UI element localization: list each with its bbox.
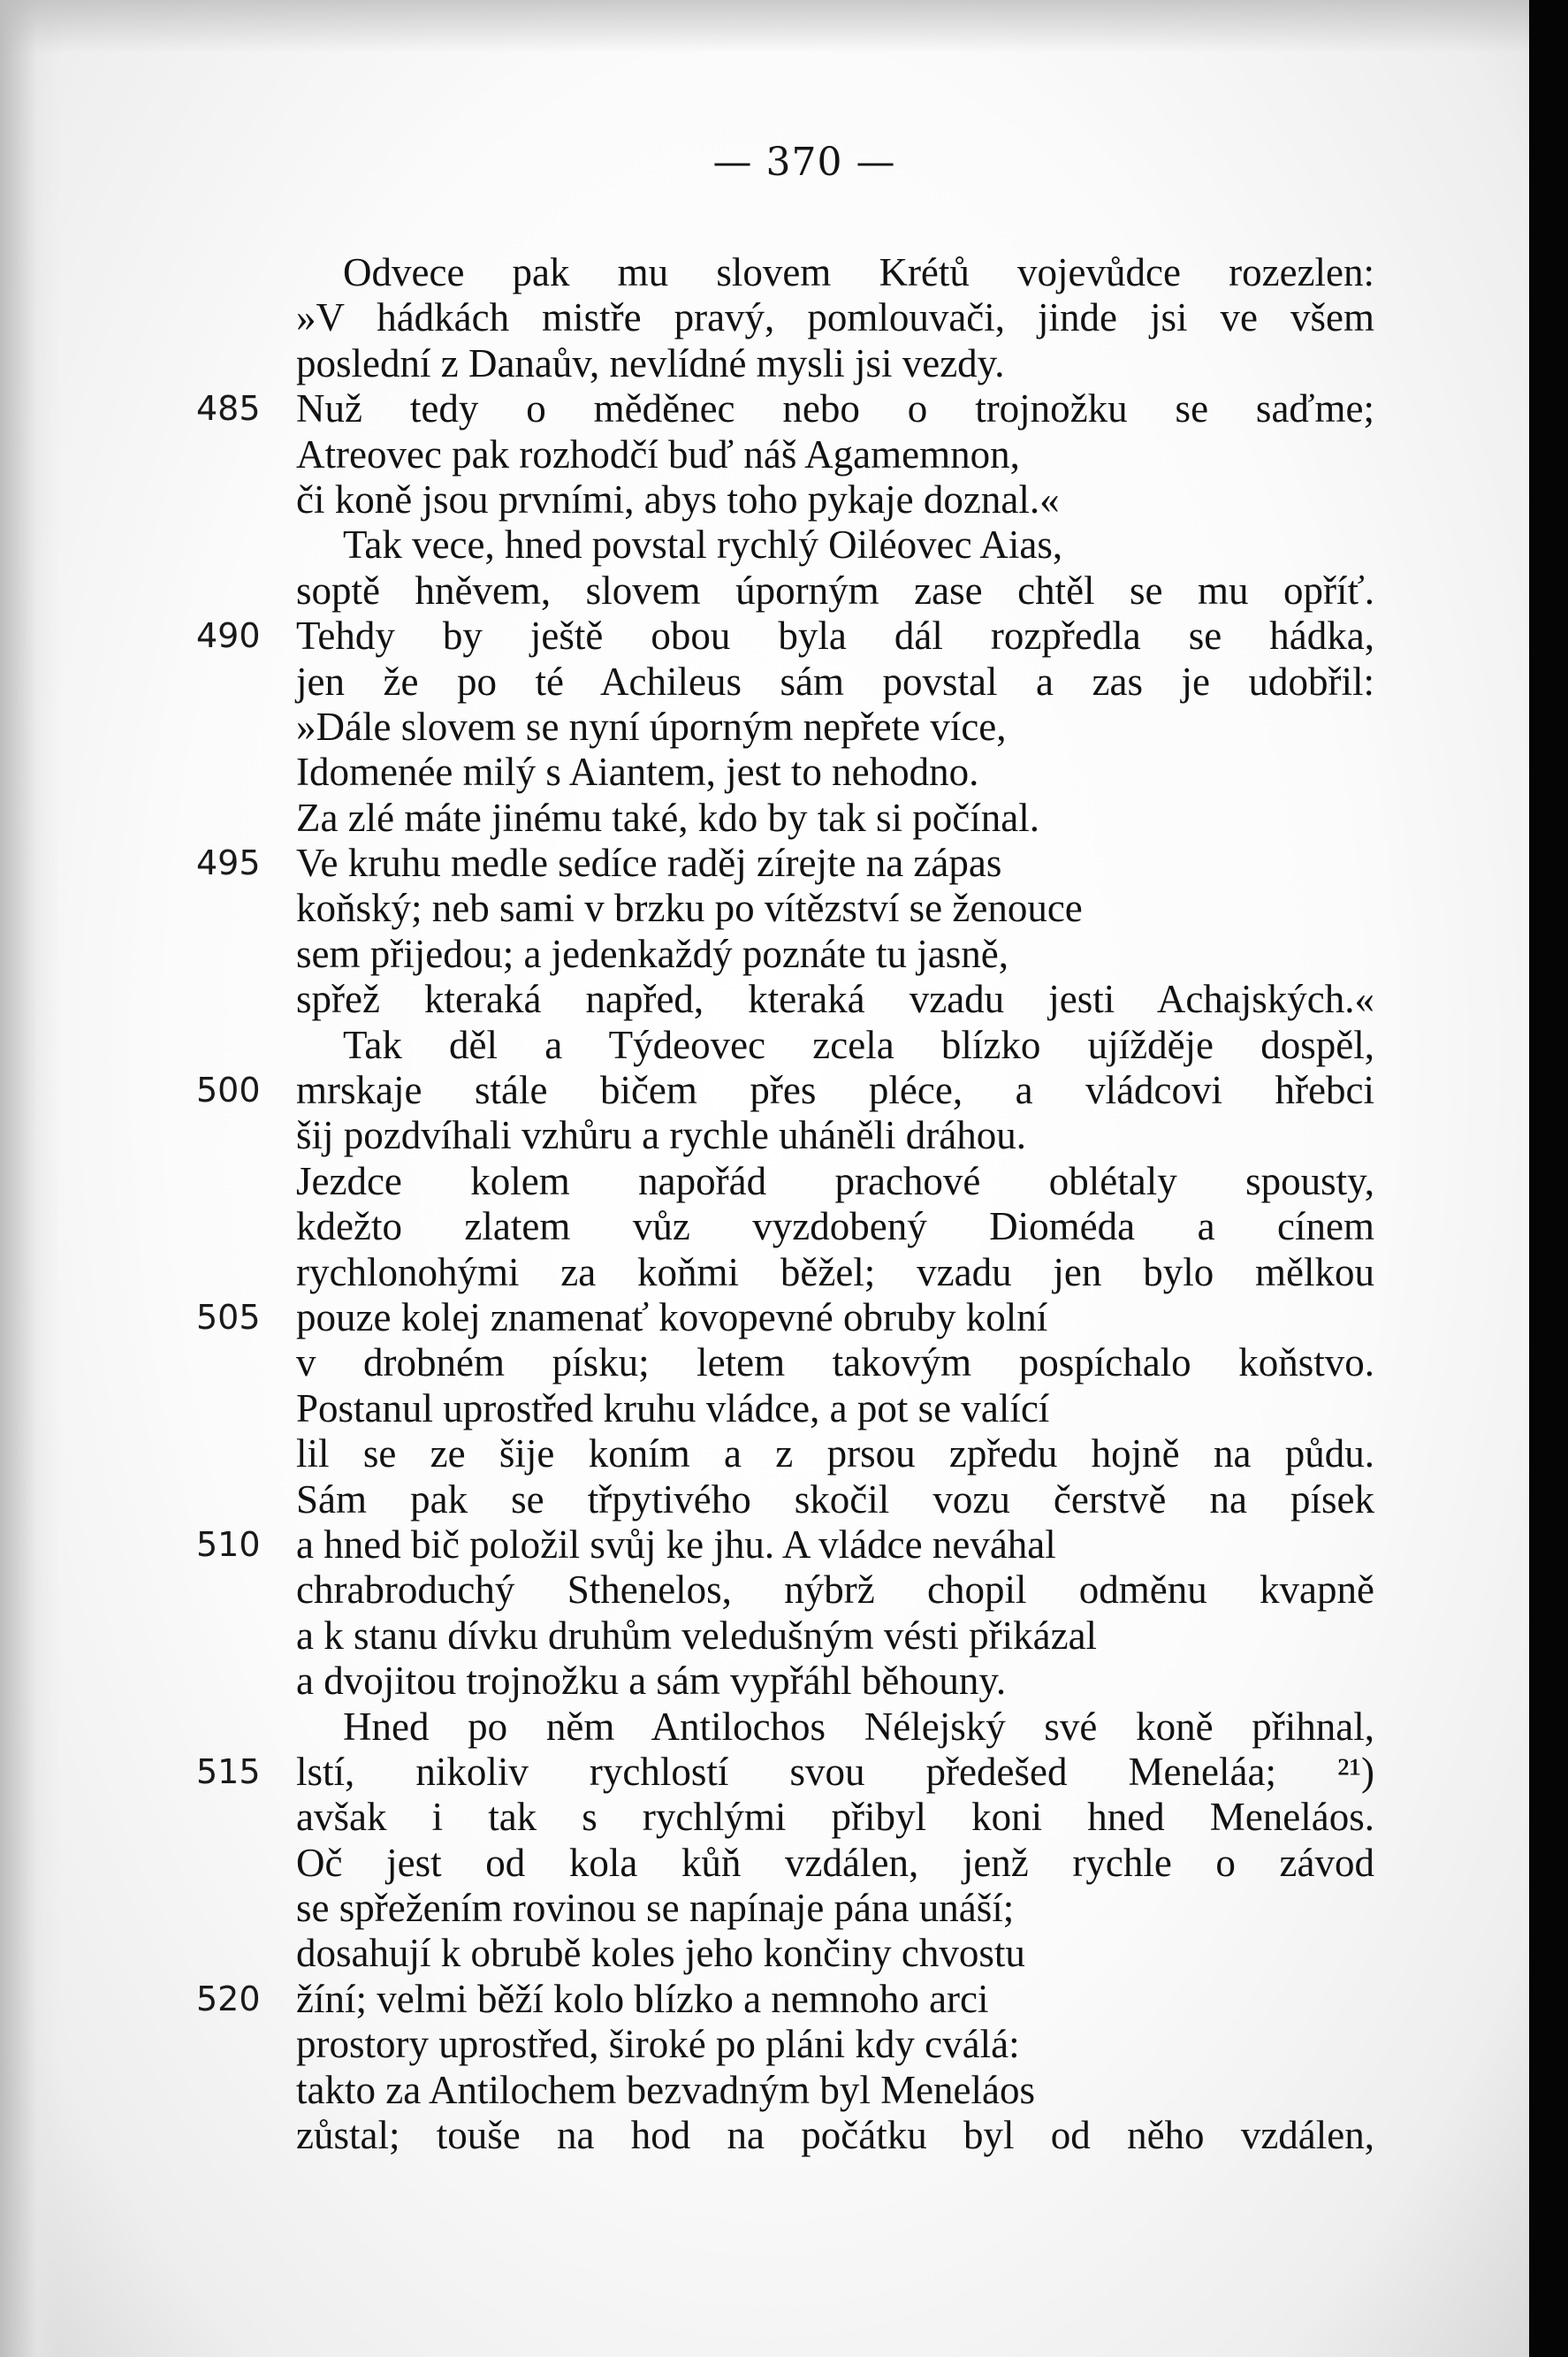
verse-text: soptě hněvem, slovem úporným zase chtěl se mu opříť. — [296, 568, 1374, 613]
line-number: 485 — [196, 389, 261, 429]
verse-line — [0, 2068, 1529, 2113]
verse-line — [0, 386, 1529, 431]
verse-line — [0, 750, 1529, 795]
verse-line — [0, 477, 1529, 523]
verse-line — [0, 1068, 1529, 1113]
verse-line — [0, 341, 1529, 386]
verse-text: jen že po té Achileus sám povstal a zas je udobřil: — [296, 659, 1374, 704]
verse-line — [0, 2113, 1529, 2158]
verse-text: a hned bič položil svůj ke jhu. A vládce neváhal — [296, 1522, 1056, 1567]
verse-line — [0, 295, 1529, 340]
verse-line — [0, 660, 1529, 705]
verse-line — [0, 886, 1529, 931]
verse-text: šij pozdvíhali vzhůru a rychle uháněli dráhou. — [296, 1113, 1026, 1158]
verse-text: se spřežením rovinou se napínaje pána unáší; — [296, 1886, 1015, 1931]
verse-text: zůstal; touše na hod na počátku byl od něho vzdálen, — [296, 2113, 1374, 2158]
verse-text: Za zlé máte jinému také, kdo by tak si počínal. — [296, 795, 1039, 840]
line-number: 515 — [196, 1751, 261, 1791]
line-number: 500 — [196, 1071, 261, 1110]
verse-line — [0, 1613, 1529, 1659]
scan-edge — [1529, 0, 1568, 2357]
verse-text: a k stanu dívku druhům veledušným vésti přikázal — [296, 1613, 1098, 1658]
verse-line — [0, 1522, 1529, 1568]
verse-line — [0, 1204, 1529, 1249]
line-number: 490 — [196, 616, 261, 656]
verse-text: avšak i tak s rychlými přibyl koni hned Meneláos. — [296, 1795, 1374, 1840]
verse-text: sem přijedou; a jedenkaždý poznáte tu jasně, — [296, 931, 1009, 976]
verse-line — [0, 2022, 1529, 2067]
verse-text: chrabroduchý Sthenelos, nýbrž chopil odměnu kvapně — [296, 1568, 1374, 1613]
verse-block — [0, 250, 1529, 2158]
verse-line — [0, 1477, 1529, 1522]
verse-text: pouze kolej znamenať kovopevné obruby kolní — [296, 1294, 1048, 1339]
verse-text: žíní; velmi běží kolo blízko a nemnoho arci — [296, 1976, 989, 2021]
verse-text: »V hádkách mistře pravý, pomlouvači, jinde jsi ve všem — [296, 295, 1374, 340]
verse-line — [0, 977, 1529, 1022]
line-number: 510 — [196, 1524, 261, 1564]
verse-text: Idomenée milý s Aiantem, jest to nehodno. — [296, 750, 979, 795]
verse-line — [0, 1386, 1529, 1431]
verse-text: takto za Antilochem bezvadným byl Meneláos — [296, 2067, 1036, 2112]
verse-line — [0, 1659, 1529, 1704]
verse-line — [0, 932, 1529, 977]
verse-text: lstí, nikoliv rychlostí svou předešed Meneláa; ²¹) — [296, 1749, 1374, 1794]
verse-text: »Dále slovem se nyní úporným nepřete více, — [296, 704, 1007, 749]
verse-text: či koně jsou prvními, abys toho pykaje doznal.« — [296, 477, 1060, 522]
verse-text: v drobném písku; letem takovým pospíchalo koňstvo. — [296, 1340, 1374, 1385]
verse-text: Odvece pak mu slovem Krétů vojevůdce rozezlen: — [343, 250, 1374, 294]
verse-line — [0, 1841, 1529, 1886]
page-number: — 370 — — [712, 140, 896, 185]
verse-text: mrskaje stále bičem přes pléce, a vládcovi hřebci — [296, 1068, 1374, 1113]
verse-line — [0, 1113, 1529, 1158]
verse-line — [0, 1750, 1529, 1795]
verse-text: Ve kruhu medle sedíce raděj zírejte na zápas — [296, 841, 1002, 886]
verse-text: a dvojitou trojnožku a sám vypřáhl běhouny. — [296, 1659, 1007, 1704]
verse-line — [0, 1431, 1529, 1476]
verse-line — [0, 1705, 1529, 1750]
verse-text: koňský; neb sami v brzku po vítězství se ženouce — [296, 886, 1083, 931]
verse-text: Nuž tedy o měděnec nebo o trojnožku se saďme; — [296, 386, 1374, 431]
verse-text: Tak děl a Týdeovec zcela blízko ujížděje dospěl, — [343, 1022, 1374, 1067]
line-number: 495 — [196, 843, 261, 883]
verse-line — [0, 1023, 1529, 1068]
verse-text: Atreovec pak rozhodčí buď náš Agamemnon, — [296, 431, 1020, 477]
verse-line — [0, 1931, 1529, 1976]
verse-text: Postanul uprostřed kruhu vládce, a pot se valící — [296, 1385, 1050, 1430]
verse-text: Hned po něm Antilochos Nélejský své koně přihnal, — [343, 1704, 1374, 1749]
line-number: 520 — [196, 1979, 261, 2018]
verse-line — [0, 1977, 1529, 2022]
verse-line — [0, 1295, 1529, 1340]
verse-text: Oč jest od kola kůň vzdálen, jenž rychle o závod — [296, 1840, 1374, 1885]
verse-text: Tak vece, hned povstal rychlý Oiléovec Aias, — [343, 523, 1063, 568]
verse-text: rychlonohými za koňmi běžel; vzadu jen bylo mělkou — [296, 1249, 1374, 1294]
verse-line — [0, 1250, 1529, 1295]
verse-text: dosahují k obrubě koles jeho končiny chvostu — [296, 1931, 1025, 1976]
verse-line — [0, 1159, 1529, 1204]
verse-line — [0, 250, 1529, 295]
verse-text: poslední z Danaův, nevlídné mysli jsi vezdy. — [296, 340, 1005, 385]
verse-line — [0, 432, 1529, 477]
verse-line — [0, 1795, 1529, 1840]
verse-text: Jezdce kolem napořád prachové oblétaly spousty, — [296, 1158, 1374, 1203]
verse-line — [0, 1568, 1529, 1613]
verse-text: prostory uprostřed, široké po pláni kdy cválá: — [296, 2022, 1020, 2067]
line-number: 505 — [196, 1297, 261, 1337]
verse-line — [0, 705, 1529, 750]
verse-line — [0, 568, 1529, 614]
verse-line — [0, 614, 1529, 659]
verse-line — [0, 1886, 1529, 1931]
verse-text: kdežto zlatem vůz vyzdobený Dioméda a cínem — [296, 1204, 1374, 1249]
verse-text: lil se ze šije koním a z prsou zpředu hojně na půdu. — [296, 1431, 1374, 1476]
verse-line — [0, 523, 1529, 568]
verse-line — [0, 796, 1529, 841]
verse-text: Sám pak se třpytivého skočil vozu čerstvě na písek — [296, 1476, 1374, 1522]
verse-line — [0, 841, 1529, 886]
verse-text: Tehdy by ještě obou byla dál rozpředla se hádka, — [296, 614, 1374, 659]
verse-line — [0, 1340, 1529, 1385]
verse-text: spřež kteraká napřed, kteraká vzadu jesti Achajských.« — [296, 977, 1374, 1022]
